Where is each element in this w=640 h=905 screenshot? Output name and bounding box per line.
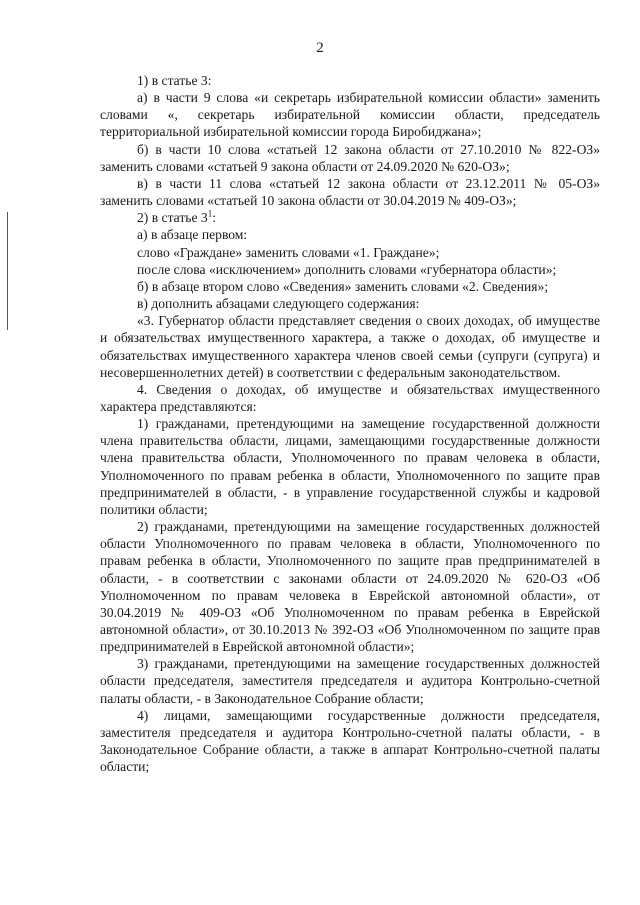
paragraph-5-colon: : [212,210,217,226]
paragraph-12: 4. Сведения о доходах, об имуществе и обязательствах имущественного характера представляются: [100,381,600,414]
paragraph-6: а) в абзаце первом: [137,227,248,243]
paragraph-14: 2) гражданами, претендующими на замещение государственных должностей области Уполномоченного по правам человека в области, Уполномоченного по правам ребенка в области, Уполномоченного по защите прав предпринимателей в области, - в соответствии с законами области от 24.09.2020 № 620-ОЗ «Об Уполномоченном по правам человека в Еврейской автономной области», от 30.04.2019 № 409-ОЗ «Об Уполномоченном по правам ребенка в Еврейской автономной области», от 30.10.2013 № 392-ОЗ «Об Уполномоченном по защите прав предпринимателей в Еврейской автономной области»; [100,519,600,655]
paragraph-2: а) в части 9 слова «и секретарь избирательной комиссии области» заменить словами «, секретарь избирательной комиссии области, председатель территориальной избирательной комиссии города Биробиджана»; [100,90,600,140]
paragraph-9: б) в абзаце втором слово «Сведения» заменить словами «2. Сведения»; [137,278,549,294]
paragraph-16: 4) лицами, замещающими государственные должности председателя, заместителя председателя и аудитора Контрольно-счетной палаты области, - в Законодательное Собрание области, а также в аппарат Контрольно-счетной палаты области; [100,707,600,775]
paragraph-8: после слова «исключением» дополнить словами «губернатора области»; [137,261,557,277]
article-superscript: 1 [207,208,213,219]
document-body [100,72,600,775]
paragraph-7: слово «Граждане» заменить словами «1. Граждане»; [137,244,440,260]
paragraph-1: 1) в статье 3: [137,73,212,88]
paragraph-5-text: 2) в статье 3 [137,210,208,226]
scan-margin-line [7,212,8,330]
paragraph-3: б) в части 10 слова «статьей 12 закона области от 27.10.2010 № 822-ОЗ» заменить словами «статьей 9 закона области от 24.09.2020 № 620-ОЗ»; [100,141,600,174]
paragraph-5 [100,209,600,226]
paragraph-4: в) в части 11 слова «статьей 12 закона области от 23.12.2011 № 05-ОЗ» заменить словами «статьей 10 закона области от 30.04.2019 № 409-ОЗ»; [100,175,600,209]
paragraph-10: в) дополнить абзацами следующего содержания: [137,296,420,312]
paragraph-13: 1) гражданами, претендующими на замещение государственной должности члена правительства области, лицами, замещающими государственные должности члена правительства области, Уполномоченного по правам человека в области, Уполномоченного по правам ребенка в области, Уполномоченного по защите прав предпринимателей в области, - в управление государственной службы и кадровой политики области; [100,416,600,517]
paragraph-11: «3. Губернатор области представляет сведения о своих доходах, об имуществе и обязательствах имущественного характера, а также о доходах, об имуществе и обязательствах имущественного характера членов своей семьи (супруги (супруга) и несовершеннолетних детей) в соответствии с федеральным законодательством. [100,313,600,380]
page-number: 2 [316,40,324,56]
paragraph-15: 3) гражданами, претендующими на замещение государственных должностей области председателя, заместителя председателя и аудитора Контрольно-счетной палаты области, - в Законодательное Собрание области; [100,656,600,706]
